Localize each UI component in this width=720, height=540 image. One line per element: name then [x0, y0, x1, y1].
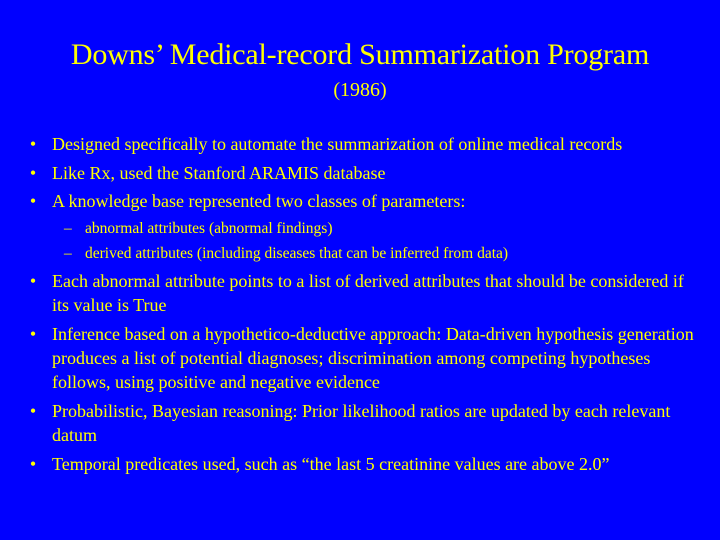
bullet-marker: • [29, 401, 37, 421]
slide-subtitle: (1986) [333, 79, 387, 101]
sub-bullet-text: abnormal attributes (abnormal findings) [85, 220, 333, 237]
bullet-marker: • [29, 191, 37, 211]
bullet-marker: • [29, 324, 37, 344]
bullet-item [29, 269, 702, 317]
bullet-marker: • [29, 163, 37, 183]
bullet-item [29, 189, 702, 213]
bullet-item [29, 399, 702, 447]
bullet-item [29, 161, 702, 185]
sub-bullet-item [64, 218, 695, 240]
bullet-text: Designed specifically to automate the summarization of online medical records [52, 134, 623, 154]
bullet-marker: • [29, 271, 37, 291]
sub-bullet-marker: – [64, 220, 72, 237]
bullet-text: Each abnormal attribute points to a list of derived attributes that should be considered if its value is True [52, 271, 684, 315]
slide-title: Downs’ Medical-record Summarization Program [70, 38, 650, 71]
bullet-text: Temporal predicates used, such as “the last 5 creatinine values are above 2.0” [52, 454, 610, 474]
bullet-item [29, 452, 702, 476]
sub-bullet-marker: – [64, 245, 72, 262]
bullet-text: A knowledge base represented two classes of parameters: [52, 191, 466, 211]
bullet-text: Like Rx, used the Stanford ARAMIS database [52, 163, 386, 183]
sub-bullet-item [64, 243, 695, 265]
bullet-text: Probabilistic, Bayesian reasoning: Prior likelihood ratios are updated by each relevant datum [52, 401, 671, 445]
bullet-text: Inference based on a hypothetico-deductive approach: Data-driven hypothesis generation produces a list of potential diagnoses; discrimination among competing hypotheses follows, using positive and negative evidence [52, 324, 694, 392]
bullet-item [29, 322, 702, 394]
bullet-marker: • [29, 134, 37, 154]
sub-bullet-text: derived attributes (including diseases that can be inferred from data) [85, 245, 509, 262]
bullet-item [29, 132, 702, 156]
bullet-marker: • [29, 454, 37, 474]
